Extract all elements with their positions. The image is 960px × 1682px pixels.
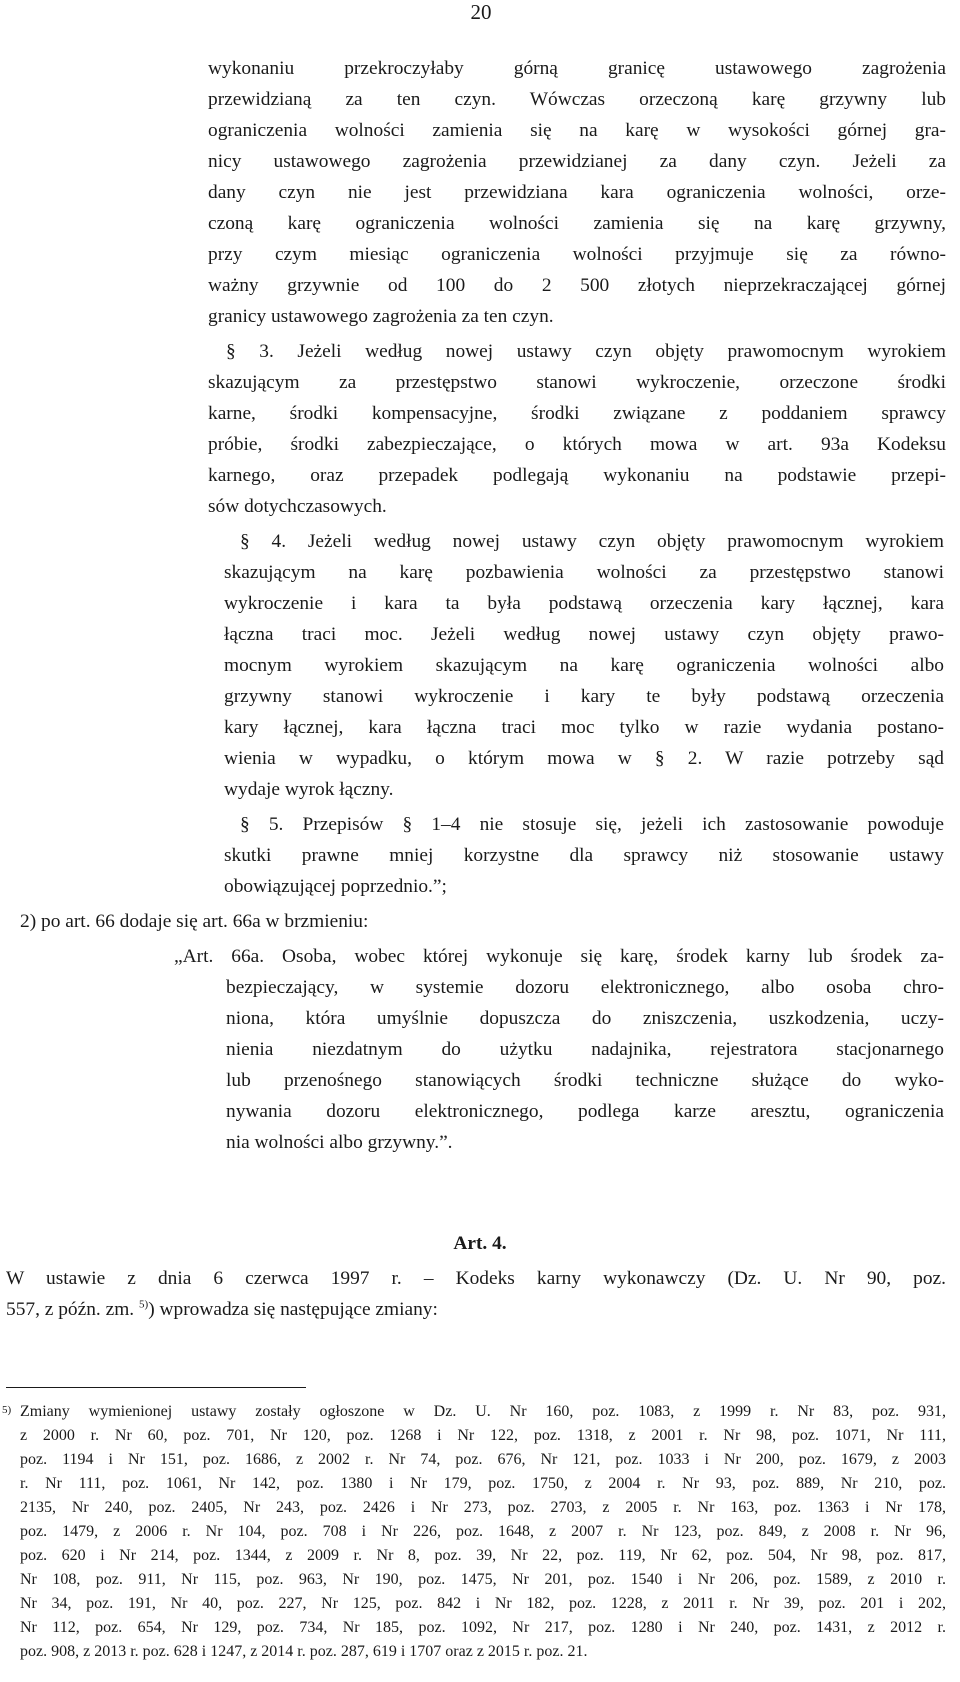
footnote-line: Nr 34, poz. 191, Nr 40, poz. 227, Nr 125, poz. 842 i Nr 182, poz. 1228, z 2011 r. Nr 39, poz. 201 i 202, [20,1595,946,1612]
text-line: łączna traci moc. Jeżeli według nowej ustawy czyn objęty prawo- [224,624,944,645]
text-line: czoną karę ograniczenia wolności zamienia się na karę grzywny, [208,213,946,234]
text-line: dany czyn nie jest przewidziana kara ograniczenia wolności, orze- [208,182,946,203]
text-line: karne, środki kompensacyjne, środki związane z poddaniem sprawcy [208,403,946,424]
text-line: kary łącznej, kara łączna traci moc tylko w razie wydania postano- [224,717,944,738]
text-line: przewidzianą za ten czyn. Wówczas orzeczoną karę grzywny lub [208,89,946,110]
text-line: wykroczenie i kara ta była podstawą orzeczenia kary łącznej, kara [224,593,944,614]
section-5-heading-line: § 5. Przepisów § 1–4 nie stosuje się, jeżeli ich zastosowanie powoduje [240,814,944,835]
page-number: 20 [470,0,492,24]
footnote-line: Nr 112, poz. 654, Nr 129, poz. 734, Nr 185, poz. 1092, Nr 217, poz. 1280 i Nr 240, poz. 1431, z 2012 r. [20,1619,946,1636]
text-line: granicy ustawowego zagrożenia za ten czyn. [208,306,554,327]
art-66a-heading-line: „Art. 66a. Osoba, wobec której wykonuje się karę, środek karny lub środek za- [174,946,944,967]
text-line: ważny grzywnie od 100 do 2 500 złotych nieprzekraczającej górnej [208,275,946,296]
text-line: sów dotychczasowych. [208,496,387,517]
article-4-line: W ustawie z dnia 6 czerwca 1997 r. – Kodeks karny wykonawczy (Dz. U. Nr 90, poz. [6,1268,946,1289]
text-line: obowiązującej poprzednio.”; [224,876,447,897]
footnote-line: r. Nr 111, poz. 1061, Nr 142, poz. 1380 i Nr 179, poz. 1750, z 2004 r. Nr 93, poz. 889, Nr 210, poz. [20,1475,946,1492]
section-4-heading-line: § 4. Jeżeli według nowej ustawy czyn objęty prawomocnym wyrokiem [240,531,944,552]
footnote-divider [6,1387,306,1388]
footnote-marker: 5) [2,1404,12,1416]
footnote-line: 2135, Nr 240, poz. 2405, Nr 243, poz. 2426 i Nr 273, poz. 2703, z 2005 r. Nr 163, poz. 1363 i Nr 178, [20,1499,946,1516]
footnote-line: Zmiany wymienionej ustawy zostały ogłoszone w Dz. U. Nr 160, poz. 1083, z 1999 r. Nr 83, poz. 931, [20,1403,946,1420]
article-4-line [6,1298,438,1322]
article-4-title: Art. 4. [453,1233,507,1254]
text-line: lub przenośnego stanowiących środki techniczne służące do wyko- [226,1070,944,1091]
footnote-reference: 5) [139,1298,149,1311]
article-4-line-text: ) wprowadza się następujące zmiany: [148,1299,438,1320]
text-line: nicy ustawowego zagrożenia przewidzianej za dany czyn. Jeżeli za [208,151,946,172]
text-line: mocnym wyrokiem skazującym na karę ograniczenia wolności albo [224,655,944,676]
text-line: karnego, oraz przepadek podlegają wykonaniu na podstawie przepi- [208,465,946,486]
text-line: próbie, środki zabezpieczające, o których mowa w art. 93a Kodeksu [208,434,946,455]
footnote-line: poz. 908, z 2013 r. poz. 628 i 1247, z 2014 r. poz. 287, 619 i 1707 oraz z 2015 r. poz. 21. [20,1643,588,1660]
text-line: przy czym miesiąc ograniczenia wolności przyjmuje się za równo- [208,244,946,265]
text-line: niona, która umyślnie dopuszcza do zniszczenia, uszkodzenia, uczy- [226,1008,944,1029]
text-line: skazującym na karę pozbawienia wolności za przestępstwo stanowi [224,562,944,583]
text-line: skazującym za przestępstwo stanowi wykroczenie, orzeczone środki [208,372,946,393]
text-line: ograniczenia wolności zamienia się na karę w wysokości górnej gra- [208,120,946,141]
footnote-line: poz. 1194 i Nr 151, poz. 1686, z 2002 r. Nr 74, poz. 676, Nr 121, poz. 1033 i Nr 200, poz. 1679, z 2003 [20,1451,946,1468]
text-line: bezpieczający, w systemie dozoru elektronicznego, albo osoba chro- [226,977,944,998]
text-line: skutki prawne mniej korzystne dla sprawcy niż stosowanie ustawy [224,845,944,866]
section-3-heading-line: § 3. Jeżeli według nowej ustawy czyn objęty prawomocnym wyrokiem [226,341,946,362]
footnote-line: poz. 1479, z 2006 r. Nr 104, poz. 708 i Nr 226, poz. 1648, z 2007 r. Nr 123, poz. 849, z 2008 r. Nr 96, [20,1523,946,1540]
text-line: wienia w wypadku, o którym mowa w § 2. W razie potrzeby sąd [224,748,944,769]
footnote-line: Nr 108, poz. 911, Nr 115, poz. 963, Nr 190, poz. 1475, Nr 201, poz. 1540 i Nr 206, poz. 1589, z 2010 r. [20,1571,946,1588]
text-line: nienia niezdatnym do użytku nadajnika, rejestratora stacjonarnego [226,1039,944,1060]
text-line: grzywny stanowi wykroczenie i kary te były podstawą orzeczenia [224,686,944,707]
text-line: wykonaniu przekroczyłaby górną granicę ustawowego zagrożenia [208,58,946,79]
article-4-line-text: 557, z późn. zm. [6,1299,135,1320]
footnote-line: z 2000 r. Nr 60, poz. 701, Nr 120, poz. 1268 i Nr 122, poz. 1318, z 2001 r. Nr 98, poz. 1071, Nr 111, [20,1427,946,1444]
footnote-line: poz. 620 i Nr 214, poz. 1344, z 2009 r. Nr 8, poz. 39, Nr 22, poz. 119, Nr 62, poz. 504, Nr 98, poz. 817, [20,1547,946,1564]
text-line: nywania dozoru elektronicznego, podlega karze aresztu, ograniczenia [226,1101,944,1122]
text-line: nia wolności albo grzywny.”. [226,1132,453,1153]
text-line: wydaje wyrok łączny. [224,779,394,800]
point-2-line: 2) po art. 66 dodaje się art. 66a w brzmieniu: [20,911,369,932]
